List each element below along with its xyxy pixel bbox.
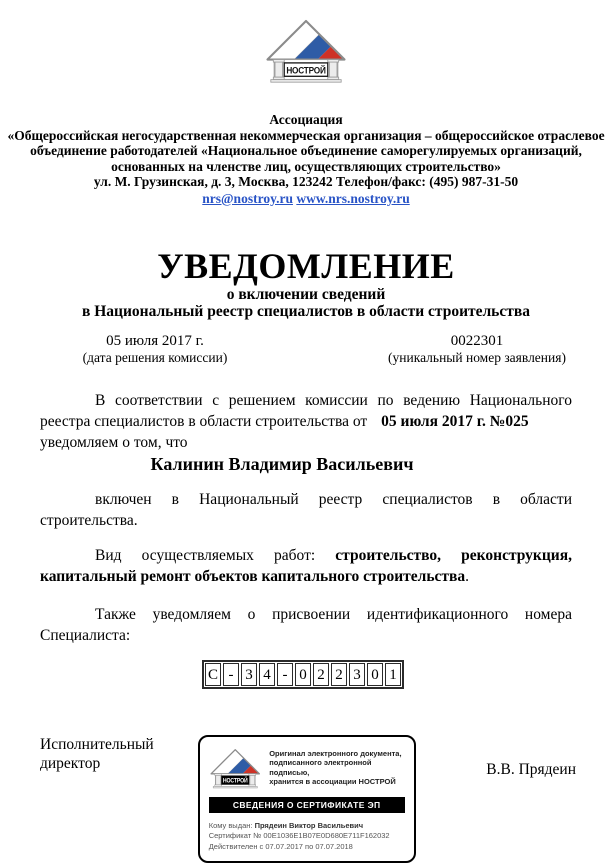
- org-header: [0, 112, 612, 206]
- id-cell: 2: [331, 663, 347, 686]
- website-link[interactable]: www.nrs.nostroy.ru: [296, 190, 410, 206]
- stamp-original-line: Оригинал электронного документа,: [269, 748, 402, 758]
- id-cell: 1: [385, 663, 401, 686]
- id-cell: С: [205, 663, 221, 686]
- intro-text: В соответствии с решением комиссии по ведению Национального реестра специалистов в области строительства от: [40, 392, 572, 430]
- stamp-certificate-header: СВЕДЕНИЯ О СЕРТИФИКАТЕ ЭП: [209, 797, 405, 813]
- stamp-issued-to-label: Кому выдан:: [208, 820, 255, 830]
- nostroy-logo-icon: [209, 745, 261, 790]
- stamp-original-line: хранится в ассоциации НОСТРОЙ: [269, 777, 396, 786]
- stamp-certificate-details: [209, 821, 405, 853]
- decision-date-block: [55, 333, 255, 365]
- specialist-name: Калинин Владимир Васильевич: [150, 454, 414, 474]
- id-cell: 3: [349, 663, 365, 686]
- stamp-issued-to-name: Прядеин Виктор Васильевич: [254, 820, 364, 830]
- paragraph-work-types: [40, 545, 572, 587]
- paragraph-included: включен в Национальный реестр специалистов в области строительства.: [40, 491, 572, 529]
- intro-tail: уведомляем о том, что: [40, 434, 188, 451]
- org-name-line: «Общероссийская негосударственная некоммерческая организация – общероссийское отраслевое: [7, 127, 605, 143]
- stamp-original-line: подписанного электронной подписью,: [269, 758, 372, 777]
- org-address-line: ул. М. Грузинская, д. 3, Москва, 123242 Телефон/факс: (495) 987-31-50: [93, 174, 519, 189]
- decision-date-caption: (дата решения комиссии): [82, 350, 228, 365]
- stamp-original-note: [269, 749, 405, 787]
- nostroy-logo-icon: [264, 16, 348, 83]
- logo-container: [0, 0, 612, 88]
- stamp-certificate-number: Сертификат № 00E1036E1B07E0D680E711F162032: [208, 831, 390, 840]
- signer-position-line: директор: [40, 755, 101, 772]
- paragraph-intro: [40, 390, 572, 453]
- association-label: Ассоциация: [269, 112, 343, 127]
- document-body: [40, 390, 572, 646]
- logo-wordmark: НОСТРОЙ: [286, 65, 333, 77]
- stamp-validity: Действителен с 07.07.2017 по 07.07.2018: [208, 841, 353, 851]
- page-title: УВЕДОМЛЕНИЕ: [157, 246, 455, 286]
- work-types-label: Вид осуществляемых работ:: [95, 547, 336, 564]
- id-cell: 2: [313, 663, 329, 686]
- specialist-id-container: [0, 660, 612, 689]
- digital-signature-stamp: [198, 735, 416, 863]
- decision-date-number: 05 июля 2017 г. №025: [381, 413, 529, 430]
- id-cell: -: [223, 663, 239, 686]
- id-cell: 0: [367, 663, 383, 686]
- id-cell: 3: [241, 663, 257, 686]
- org-links: [0, 191, 612, 207]
- signer-name: В.В. Прядеин: [486, 761, 576, 778]
- stamp-issued-to: [209, 821, 405, 832]
- application-number-value: 0022301: [450, 333, 504, 349]
- paragraph-id-intro: Также уведомляем о присвоении идентификационного номера Специалиста:: [40, 606, 572, 644]
- document-title-block: [0, 246, 612, 320]
- specialist-id-number: [202, 660, 404, 689]
- work-types-period: .: [465, 568, 470, 585]
- org-name-line: объединение работодателей «Национальное объединение саморегулируемых организаций,: [30, 143, 582, 158]
- stamp-header-row: [209, 745, 405, 790]
- page-subtitle-1: о включении сведений: [226, 286, 386, 303]
- id-cell: -: [277, 663, 293, 686]
- org-name-line: основанных на членстве лиц, осуществляющих строительство»: [111, 158, 501, 174]
- application-number-block: [372, 333, 582, 365]
- signer-position-line: Исполнительный: [40, 736, 154, 753]
- id-cell: 0: [295, 663, 311, 686]
- signature-block: [0, 735, 612, 863]
- page-subtitle-2: в Национальный реестр специалистов в области строительства: [81, 303, 530, 320]
- work-types-value: строительство, реконструкция, капитальный ремонт объектов капитального строительства: [40, 547, 572, 585]
- decision-date-value: 05 июля 2017 г.: [106, 333, 204, 349]
- application-number-caption: (уникальный номер заявления): [388, 350, 566, 365]
- logo-wordmark: НОСТРОЙ: [222, 778, 252, 785]
- email-link[interactable]: nrs@nostroy.ru: [202, 190, 293, 206]
- signer-position: [40, 735, 154, 773]
- id-cell: 4: [259, 663, 275, 686]
- meta-row: [0, 333, 612, 365]
